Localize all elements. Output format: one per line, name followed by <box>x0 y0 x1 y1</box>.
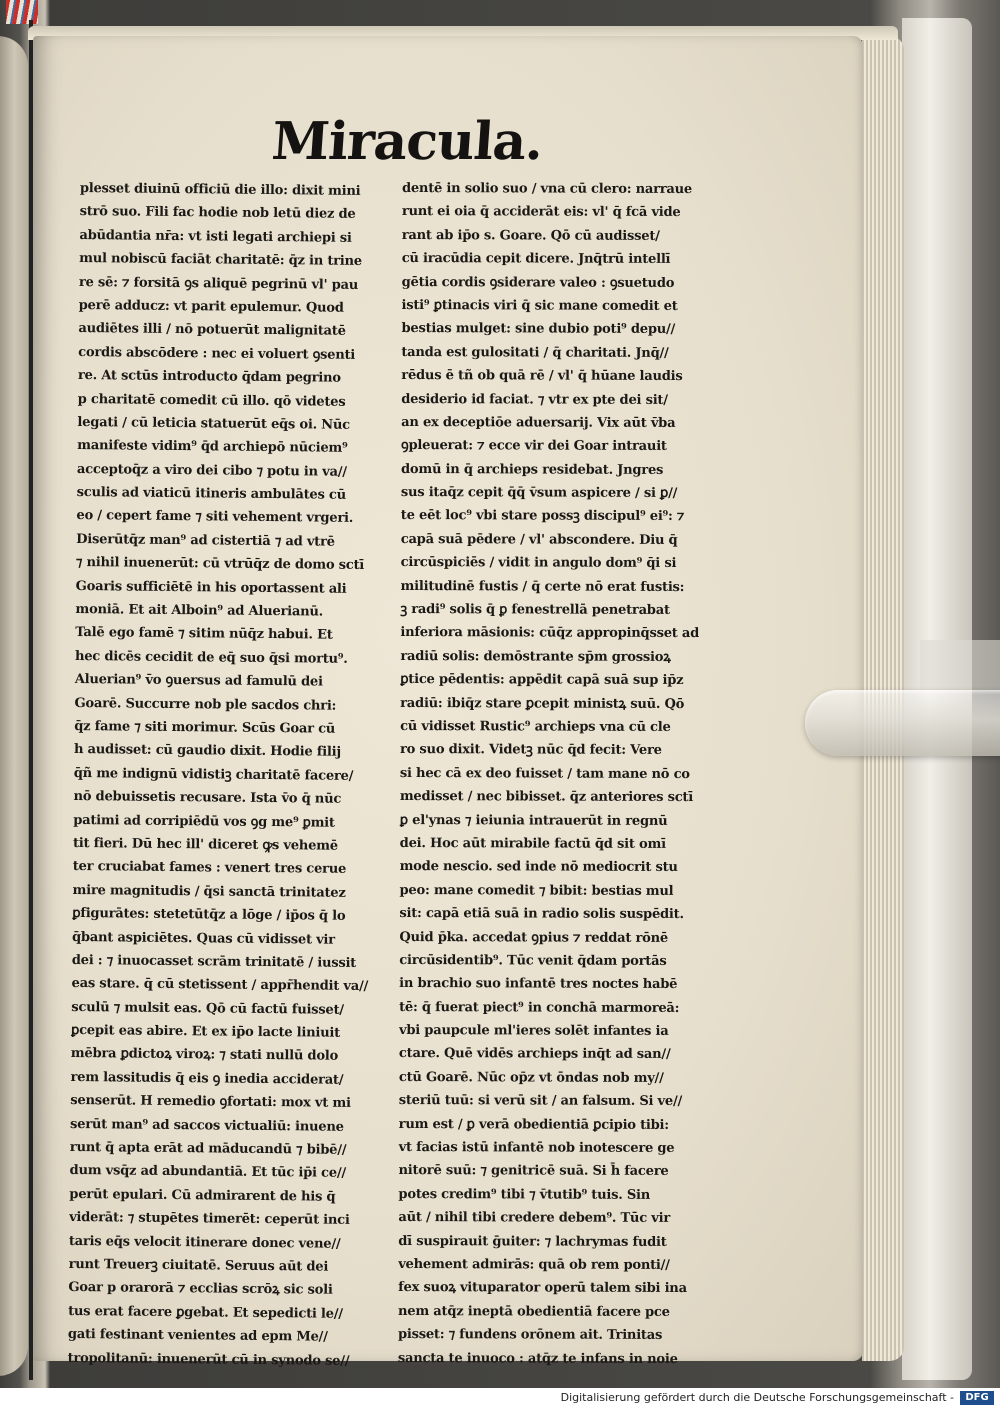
text-line: cordis abscōdere : nec ei voluert ꝯsenti <box>78 344 356 363</box>
text-line: nem atq̄z ineptā obedientiā facere pce <box>398 1303 670 1320</box>
text-line: sculū ⁊ mulsit eas. Qō cū factū fuisset/ <box>71 999 344 1018</box>
text-line: mēbra ꝑdictoꝝ viroꝝ: ⁊ stati nullū dolo <box>70 1046 339 1065</box>
text-line: pisset: ⁊ fundens orōnem ait. Trinitas <box>397 1327 663 1344</box>
text-line: dei. Hoc aūt mirabile factū q̄d sit omī <box>399 835 666 852</box>
text-line: dei : ⁊ inuocasset scrām trinitatē / iussit <box>71 952 357 971</box>
bookmark-ribbon <box>6 0 38 24</box>
text-line: sancta te inuoco : atq̄z te infans in noie <box>397 1350 678 1367</box>
text-line: rem lassitudis q̄ eis ꝯ inedia acciderat/ <box>70 1069 344 1088</box>
text-line: Goaris sufficiētē in his oportassent ali <box>75 578 347 597</box>
text-line: dum vsq̄z ad abundantiā. Et tūc ip̄i ce// <box>69 1163 346 1182</box>
text-line: Goarē. Succurre nob ple sacdos chri: <box>74 695 337 714</box>
text-line: ⁊ nihil inuenerūt: cū vtrūq̄z de domo sctī <box>75 555 365 574</box>
text-line: legati / cū leticia statuerūt eq̄s oi. Nūc <box>77 414 351 433</box>
footer-credit: Digitalisierung gefördert durch die Deutsche Forschungsgemeinschaft - <box>560 1391 954 1404</box>
text-line: ꝯpleuerat: ⁊ ecce vir dei Goar intrauit <box>401 438 667 455</box>
text-line: runt Treuerꝫ ciuitatē. Seruus aūt dei <box>68 1256 329 1275</box>
text-line: runt q̄ apta erāt ad māducandū ⁊ bibē// <box>69 1139 347 1158</box>
text-line: ctū Goarē. Nūc op̄z vt ōndas nob my// <box>398 1069 664 1086</box>
text-line: patimi ad corripiēdū vos ꝯg me⁹ ꝑmit <box>73 812 335 831</box>
text-line: re. At sctūs introducto q̄dam pegrino <box>77 368 341 386</box>
text-line: perūt epulari. Cū admirarent de his q̄ <box>69 1186 336 1205</box>
text-line: q̄bant aspiciētes. Quas cū vidisset vir <box>71 929 335 948</box>
page-clip-base <box>920 640 1000 690</box>
text-line: gati festinant venientes ad epm Me// <box>67 1327 328 1345</box>
text-line: tē: q̄ fuerat piect⁹ in conchā marmoreā: <box>399 999 680 1016</box>
text-line: si hec cā ex deo fuisset / tam mane nō co <box>399 765 690 782</box>
text-line: mode nescio. sed inde nō mediocrit stu <box>399 859 678 876</box>
text-line: inferiora māsionis: cūq̄z appropinq̄sset ad <box>400 625 700 642</box>
text-column-left <box>68 177 410 1373</box>
text-line: eo / cepert fame ⁊ siti vehement vrgeri. <box>76 508 354 527</box>
text-line: Aluerian⁹ v̄o ꝯuersus ad famulū dei <box>74 672 323 690</box>
text-line: te eēt loc⁹ vbi stare possꝫ discipul⁹ ei⁹: ⁊ <box>400 508 685 525</box>
text-line: ꝑcepit eas abire. Et ex ip̄o lacte liniuit <box>70 1023 341 1041</box>
text-line: rēdus ē tñ ob quā rē / vl' q̄ hūane laudis <box>401 368 683 385</box>
text-line: an ex deceptiōe aduersarij. Vix aūt v̄ba <box>401 414 676 431</box>
text-line: militudinē fustis / q̄ certe nō erat fustis: <box>400 578 685 595</box>
text-line: cū vidisset Rustic⁹ archieps vna cū cle <box>400 718 671 735</box>
text-line: fex suoꝝ vituparator operū talem sibi ina <box>398 1280 687 1297</box>
text-line: tit fieri. Dū hec ill' diceret ꝙs vehemē <box>72 835 338 854</box>
text-line: sus itaq̄z cepit q̄q̄ v̄sum aspicere / si ꝑ// <box>400 485 678 502</box>
text-line: Diserūtq̄z man⁹ ad cistertiā ⁊ ad vtrē <box>76 531 335 550</box>
text-line: aūt / nihil tibi credere debem⁹. Tūc vir <box>398 1210 671 1227</box>
text-line: ꝫ radi⁹ solis q̄ ꝑ fenestrellā penetrabat <box>400 602 670 618</box>
text-line: peo: mane comedit ⁊ bibit: bestias mul <box>399 882 674 899</box>
text-line: gētia cordis ꝯsiderare valeo : ꝯsuetudo <box>401 274 675 291</box>
text-line: senserūt. H remedio ꝯfortati: mox vt mi <box>70 1093 351 1112</box>
text-line: circūspiciēs / vidit in angulo dom⁹ q̄i si <box>400 555 677 572</box>
text-line: vehement admirās: quā ob rem ponti// <box>398 1256 670 1273</box>
text-line: sculis ad viaticū itineris ambulātes cū <box>76 485 347 503</box>
text-line: abūdantia nr̄a: vt isti legati archiepi si <box>79 227 352 246</box>
text-line: perē adducz: vt parit epulemur. Quod <box>78 297 344 316</box>
text-line: viderāt: ⁊ stupētes timerēt: ceperūt inci <box>69 1210 350 1229</box>
text-line: potes credim⁹ tibi ⁊ v̄tutib⁹ tuis. Sin <box>398 1186 651 1203</box>
text-line: serūt man⁹ ad saccos victualiū: inuene <box>70 1116 344 1135</box>
text-line: vt facias istū infantē nob inotescere ge <box>398 1140 675 1156</box>
text-line: Goar p orarorā ⁊ ecclias scrōꝝ sic soli <box>68 1280 333 1299</box>
text-line: taris eq̄s velocit itinerare donec vene// <box>68 1233 341 1252</box>
text-line: rum est / ꝑ verā obedientiā ꝑcipio tibi: <box>398 1116 669 1133</box>
text-line: ꝑtice pēdentis: appēdit capā suā sup ip̄z <box>400 672 684 689</box>
text-line: Quid p̄ka. accedat ꝯpius ⁊ reddat rōnē <box>399 929 669 946</box>
text-line: acceptoq̄z a viro dei cibo ⁊ potu in va// <box>76 461 347 480</box>
text-line: mire magnitudis / q̄si sanctā trinitatez <box>72 882 346 901</box>
text-line: ro suo dixit. Videtꝫ nūc q̄d fecit: Vere <box>399 742 662 759</box>
text-line: tanda est gulositati / q̄ charitati. Jnq̄// <box>401 344 669 361</box>
text-line: q̄z fame ⁊ siti morimur. Scūs Goar cū <box>74 718 336 737</box>
text-column-right <box>398 177 740 1371</box>
text-line: audiētes illi / nō potuerūt malignitatē <box>78 321 346 340</box>
text-line: strō suo. Fili fac hodie nob letū diez de <box>79 204 356 223</box>
digitization-footer <box>0 1388 1000 1409</box>
text-line: h audisset: cū gaudio dixit. Hodie filij <box>73 742 341 761</box>
text-line: isti⁹ ꝑtinacis viri q̄ sic mane comedit et <box>401 297 678 314</box>
text-line: medisset / nec bibisset. q̄z anteriores sctī <box>399 789 694 806</box>
text-line: manifeste vidim⁹ q̄d archiepō nūciem⁹ <box>77 438 348 457</box>
text-line: Talē ego famē ⁊ sitim nūq̄z habui. Et <box>75 625 333 644</box>
text-line: radiū: ibiq̄z stare ꝑcepit ministꝝ suū. Qō <box>400 695 685 712</box>
text-line: bestias mulget: sine dubio poti⁹ depu// <box>401 321 676 338</box>
text-line: sit: capā etiā suā in radio solis suspēdit. <box>399 906 684 923</box>
text-line: tropolitanū: inuenerūt cū in synodo se// <box>67 1350 350 1369</box>
text-line: steriū tuū: si verū sit / an falsum. Si ve// <box>398 1093 683 1110</box>
text-line: mul nobiscū faciāt charitatē: q̄z in trine <box>79 251 362 270</box>
text-line: dentē in solio suo / vna cū clero: narraue <box>401 180 693 198</box>
text-line: nō debuissetis recusare. Ista v̄o q̄ nūc <box>73 789 342 807</box>
text-line: nitorē suū: ⁊ genitricē suā. Si h̄ facere <box>398 1163 669 1180</box>
text-line: domū in q̄ archieps residebat. Jngres <box>400 461 664 478</box>
text-line: plesset diuinū officiū die illo: dixit mini <box>79 180 361 199</box>
text-line: in brachio suo infantē tres noctes habē <box>399 976 678 993</box>
text-line: moniā. Et ait Alboin⁹ ad Aluerianū. <box>75 602 324 620</box>
text-line: q̄ñ me indignū vidistiꝫ charitatē facere/ <box>73 765 354 784</box>
left-page-text-fragment <box>0 175 26 435</box>
text-line: dī suspirauit ḡuiter: ⁊ lachrymas fudit <box>398 1233 667 1250</box>
text-line: vbi paupcule ml'ieres solēt infantes ia <box>398 1023 669 1039</box>
text-line: cū iracūdia cepit dicere. Jnq̄trū intellī <box>401 251 671 268</box>
text-line: ter cruciabat fames : venert tres cerue <box>72 859 347 878</box>
page-heading: Miracula. <box>269 111 545 172</box>
text-line: p charitatē comedit cū illo. qō videtes <box>77 391 346 410</box>
text-line: hec dicēs cecidit de eq̄ suo q̄si mortu⁹. <box>74 648 348 667</box>
dfg-logo: DFG <box>960 1391 994 1405</box>
text-line: desiderio id faciat. ⁊ vtr ex pte dei sit/ <box>401 391 668 408</box>
page-clip <box>805 690 1000 756</box>
text-line: ꝑfigurātes: stetetūtq̄z a lōge / ip̄os q̄ lo <box>72 906 346 924</box>
text-line: runt ei oia q̄ acciderāt eis: vl' q̄ fcā vide <box>401 204 681 221</box>
text-line: ꝑ el'ynas ⁊ ieiunia intrauerūt in regnū <box>399 812 668 829</box>
text-line: radiū solis: demōstrante sp̄m grossioꝝ <box>400 648 671 665</box>
text-line: ctare. Quē vidēs archieps inq̄t ad san// <box>398 1046 671 1063</box>
text-line: tus erat facere ꝑgebat. Et sepedicti le// <box>68 1303 343 1322</box>
text-line: eas stare. q̄ cū stetissent / appr̄hendit va// <box>71 976 369 995</box>
text-line: circūsidentib⁹. Tūc venit q̄dam portās <box>399 952 667 969</box>
text-line: capā suā pēdere / vl' abscondere. Diu q̄ <box>400 531 678 548</box>
text-line: re sē: ⁊ forsitā ꝯs aliquē pegrinū vl' pau <box>78 274 359 293</box>
text-line: rant ab ip̄o s. Goare. Qō cū audisset/ <box>401 227 660 244</box>
